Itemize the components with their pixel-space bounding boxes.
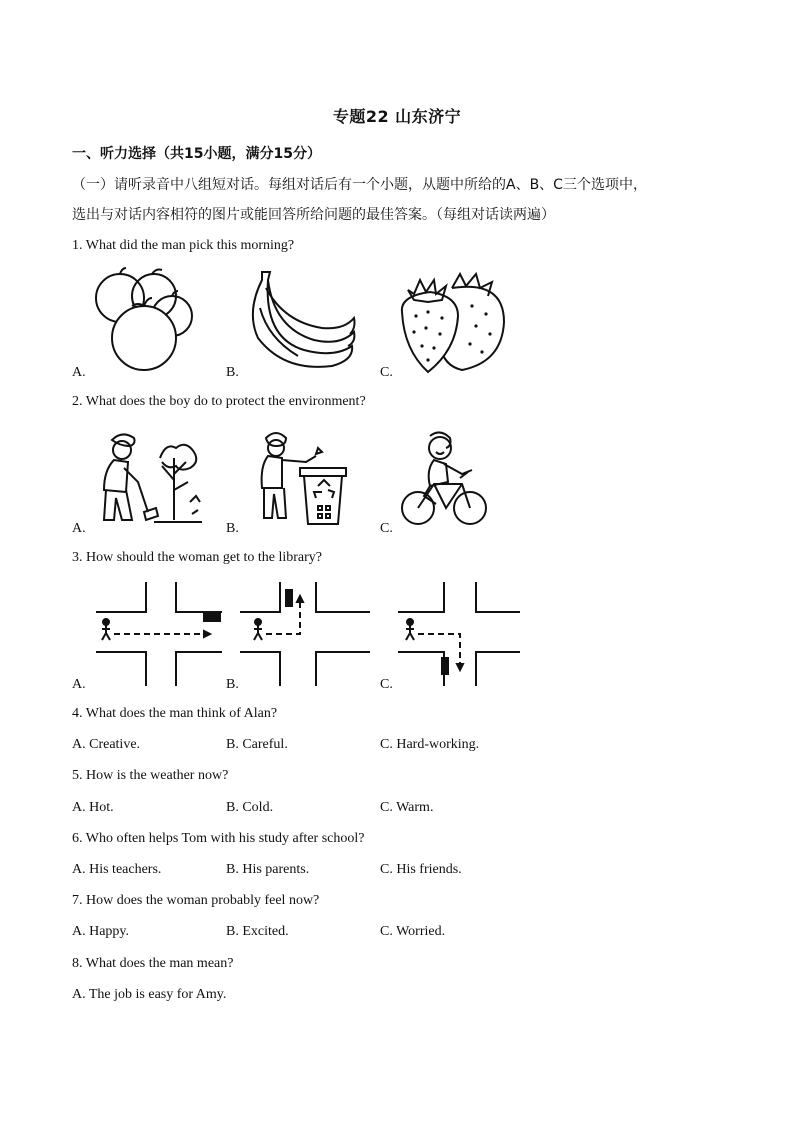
q3-option-a[interactable]: A. bbox=[72, 677, 86, 692]
route-turn-right-map bbox=[394, 582, 522, 686]
question-4: 4. What does the man think of Alan? bbox=[72, 706, 278, 721]
q5-option-b[interactable]: B. Cold. bbox=[226, 800, 274, 815]
route-turn-left-map bbox=[236, 582, 372, 686]
q1-option-b[interactable]: B. bbox=[226, 365, 239, 380]
q5-option-a[interactable]: A. Hot. bbox=[72, 800, 114, 815]
q2-option-a[interactable]: A. bbox=[72, 521, 86, 536]
q6-option-c[interactable]: C. His friends. bbox=[380, 862, 462, 877]
q7-option-c[interactable]: C. Worried. bbox=[380, 924, 446, 939]
question-3: 3. How should the woman get to the library? bbox=[72, 550, 323, 565]
q6-option-b[interactable]: B. His parents. bbox=[226, 862, 310, 877]
question-6: 6. Who often helps Tom with his study after school? bbox=[72, 831, 365, 846]
question-8: 8. What does the man mean? bbox=[72, 956, 234, 971]
q2-option-b[interactable]: B. bbox=[226, 521, 239, 536]
q1-option-a[interactable]: A. bbox=[72, 365, 86, 380]
q7-option-b[interactable]: B. Excited. bbox=[226, 924, 289, 939]
question-5: 5. How is the weather now? bbox=[72, 768, 229, 783]
q3-option-b[interactable]: B. bbox=[226, 677, 239, 692]
q6-option-a[interactable]: A. His teachers. bbox=[72, 862, 162, 877]
riding-bike-icon bbox=[398, 428, 488, 526]
planting-tree-icon bbox=[94, 428, 204, 526]
q7-option-a[interactable]: A. Happy. bbox=[72, 924, 130, 939]
page-title: 专题22 山东济宁 bbox=[332, 107, 462, 126]
q4-option-a[interactable]: A. Creative. bbox=[72, 737, 141, 752]
instructions-line-1: （一）请听录音中八组短对话。每组对话后有一个小题，从题中所给的A、B、C三个选项中， bbox=[72, 177, 647, 193]
q8-option-a[interactable]: A. The job is easy for Amy. bbox=[72, 987, 227, 1002]
q1-option-c[interactable]: C. bbox=[380, 365, 393, 380]
question-2: 2. What does the boy do to protect the environment? bbox=[72, 394, 366, 409]
q4-option-b[interactable]: B. Careful. bbox=[226, 737, 288, 752]
q5-option-c[interactable]: C. Warm. bbox=[380, 800, 434, 815]
apples-icon bbox=[92, 266, 202, 374]
instructions-line-2: 选出与对话内容相符的图片或能回答所给问题的最佳答案。（每组对话读两遍） bbox=[72, 207, 555, 223]
route-straight-map bbox=[92, 582, 224, 686]
q3-option-c[interactable]: C. bbox=[380, 677, 393, 692]
recycling-icon bbox=[252, 428, 352, 526]
strawberries-icon bbox=[392, 266, 510, 376]
question-1: 1. What did the man pick this morning? bbox=[72, 238, 295, 253]
q2-option-c[interactable]: C. bbox=[380, 521, 393, 536]
bananas-icon bbox=[244, 268, 360, 372]
q4-option-c[interactable]: C. Hard-working. bbox=[380, 737, 480, 752]
question-7: 7. How does the woman probably feel now? bbox=[72, 893, 320, 908]
section-heading: 一、听力选择（共15小题，满分15分） bbox=[72, 146, 321, 162]
